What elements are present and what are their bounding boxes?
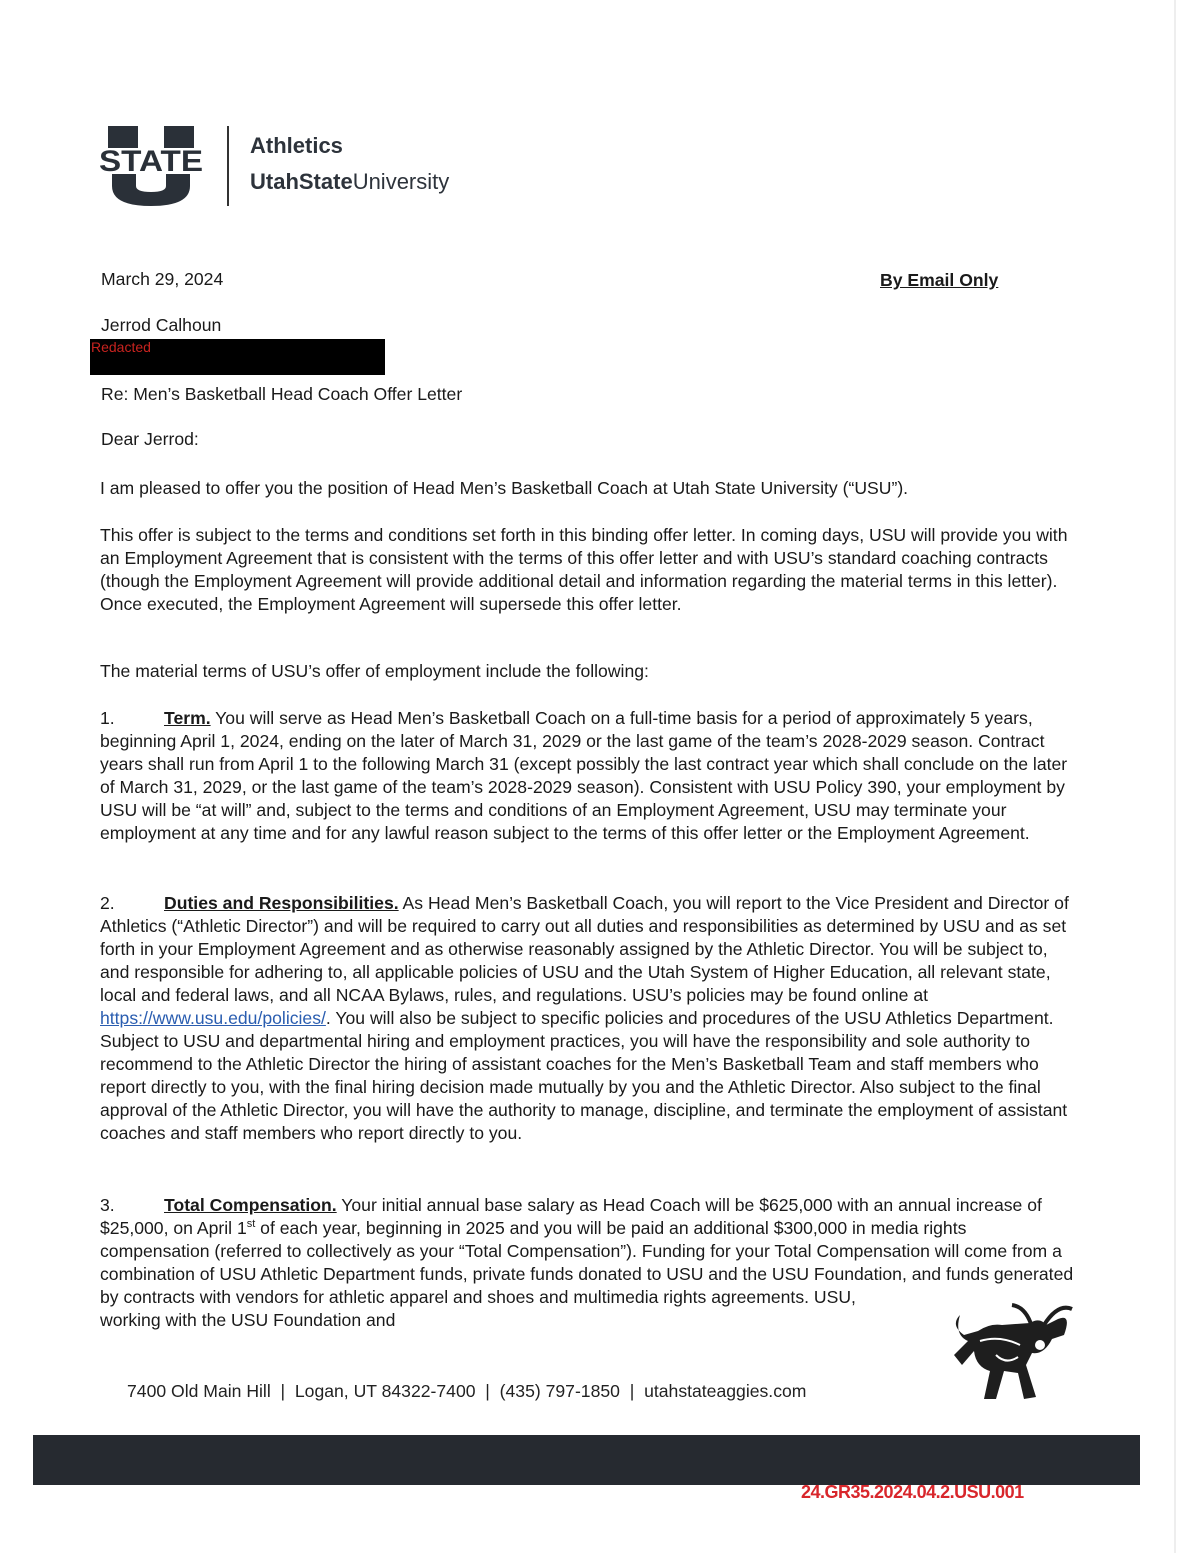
- redacted-label: Redacted: [91, 339, 151, 355]
- university-name-bold: UtahState: [250, 169, 353, 194]
- item-text: Your initial annual base salary as Head Coach will be $625,000 with an annual increase of $25,000, on April 1: [100, 1195, 1042, 1238]
- policies-link[interactable]: https://www.usu.edu/policies/: [100, 1008, 326, 1028]
- item-term: [100, 707, 1075, 845]
- item-number: 3.: [100, 1195, 115, 1215]
- university-name-regular: University: [352, 169, 450, 194]
- subject-line: Re: Men’s Basketball Head Coach Offer Letter: [101, 384, 463, 404]
- redaction-box: [90, 339, 385, 375]
- delivery-method: By Email Only: [880, 270, 999, 290]
- letterhead-divider: [227, 126, 229, 206]
- item-heading: Total Compensation.: [164, 1195, 337, 1215]
- intro-paragraph: I am pleased to offer you the position of Head Men’s Basketball Coach at Utah State University (“USU”).: [100, 478, 909, 498]
- recipient-name: Jerrod Calhoun: [101, 315, 222, 335]
- item-number: 2.: [100, 893, 115, 913]
- item-text-continued: . You will also be subject to specific policies and procedures of the USU Athletics Department. Subject to USU and departmental hiring and employment practices, you will have the responsibility and sole authority to recommend to the Athletic Director the hiring of assistant coaches for the Men’s Basketball Team and staff members who report directly to you, with the final hiring decision made mutually by you and the Athletic Director. Also subject to the final approval of the Athletic Director, you will have the authority to manage, discipline, and terminate the employment of assistant coaches and staff members who report directly to you.: [100, 1008, 1068, 1143]
- item-text: As Head Men’s Basketball Coach, you will report to the Vice President and Director of Athletics (“Athletic Director”) and will be required to carry out all duties and responsibilities as determined by USU and as set forth in your Employment Agreement and as otherwise reasonably assigned by the Athletic Director. You will be subject to, and responsible for adhering to, all applicable policies of USU and the Utah System of Higher Education, all relevant state, local and federal laws, and all NCAA Bylaws, rules, and regulations. USU’s policies may be found online at: [100, 893, 1069, 1005]
- salutation: Dear Jerrod:: [101, 429, 199, 449]
- item-number: 1.: [100, 708, 115, 728]
- footer-address: 7400 Old Main Hill | Logan, UT 84322-7400 | (435) 797-1850 | utahstateaggies.com: [127, 1381, 807, 1401]
- department-name: Athletics: [250, 133, 343, 158]
- ordinal-suffix: st: [246, 1218, 256, 1231]
- university-name: [250, 169, 449, 195]
- item-heading: Term.: [164, 708, 211, 728]
- aggie-bull-logo: [940, 1295, 1075, 1405]
- item-text-continued: of each year, beginning in 2025 and you will be paid an additional $300,000 in media rights compensation (referred to collectively as your “Total Compensation”). Funding for your Total Compensation will come from a combination of USU Athletic Department funds, private funds donated to USU and the USU Foundation, and funds generated by contracts with vendors for athletic apparel and shoes and multimedia rights agreements. USU, working with the USU Foundation and: [100, 1218, 1074, 1330]
- item-text: You will serve as Head Men’s Basketball Coach on a full-time basis for a period of approximately 5 years, beginning April 1, 2024, ending on the later of March 31, 2029 or the last game of the team’s 2028-2029 season. Contract years shall run from April 1 to the following March 31 (except possibly the last contract year which shall conclude on the later of March 31, 2029, or the last game of the team’s 2028-2029 season). Consistent with USU Policy 390, your employment by USU will be “at will” and, subject to the terms and conditions of an Employment Agreement, USU may terminate your employment at any time and for any lawful reason subject to the terms of this offer letter or the Employment Agreement.: [100, 708, 1068, 843]
- letter-date: March 29, 2024: [101, 269, 224, 289]
- item-duties: [100, 892, 1075, 1145]
- item-heading: Duties and Responsibilities.: [164, 893, 399, 913]
- usu-state-logo: [98, 124, 210, 208]
- scan-edge: [1174, 0, 1176, 1553]
- document-id-stamp: 24.GR35.2024.04.2.USU.001: [801, 1482, 1024, 1502]
- footer-bar: [33, 1435, 1140, 1485]
- binding-offer-paragraph: This offer is subject to the terms and conditions set forth in this binding offer letter. In coming days, USU will provide you with an Employment Agreement that is consistent with the terms of this offer letter and with USU’s standard coaching contracts (though the Employment Agreement will provide additional detail and information regarding the material terms in this letter). Once executed, the Employment Agreement will supersede this offer letter.: [100, 525, 1068, 614]
- item-compensation: [100, 1194, 1075, 1346]
- svg-text:STATE: STATE: [99, 145, 203, 178]
- material-terms-paragraph: The material terms of USU’s offer of employment include the following:: [100, 661, 649, 681]
